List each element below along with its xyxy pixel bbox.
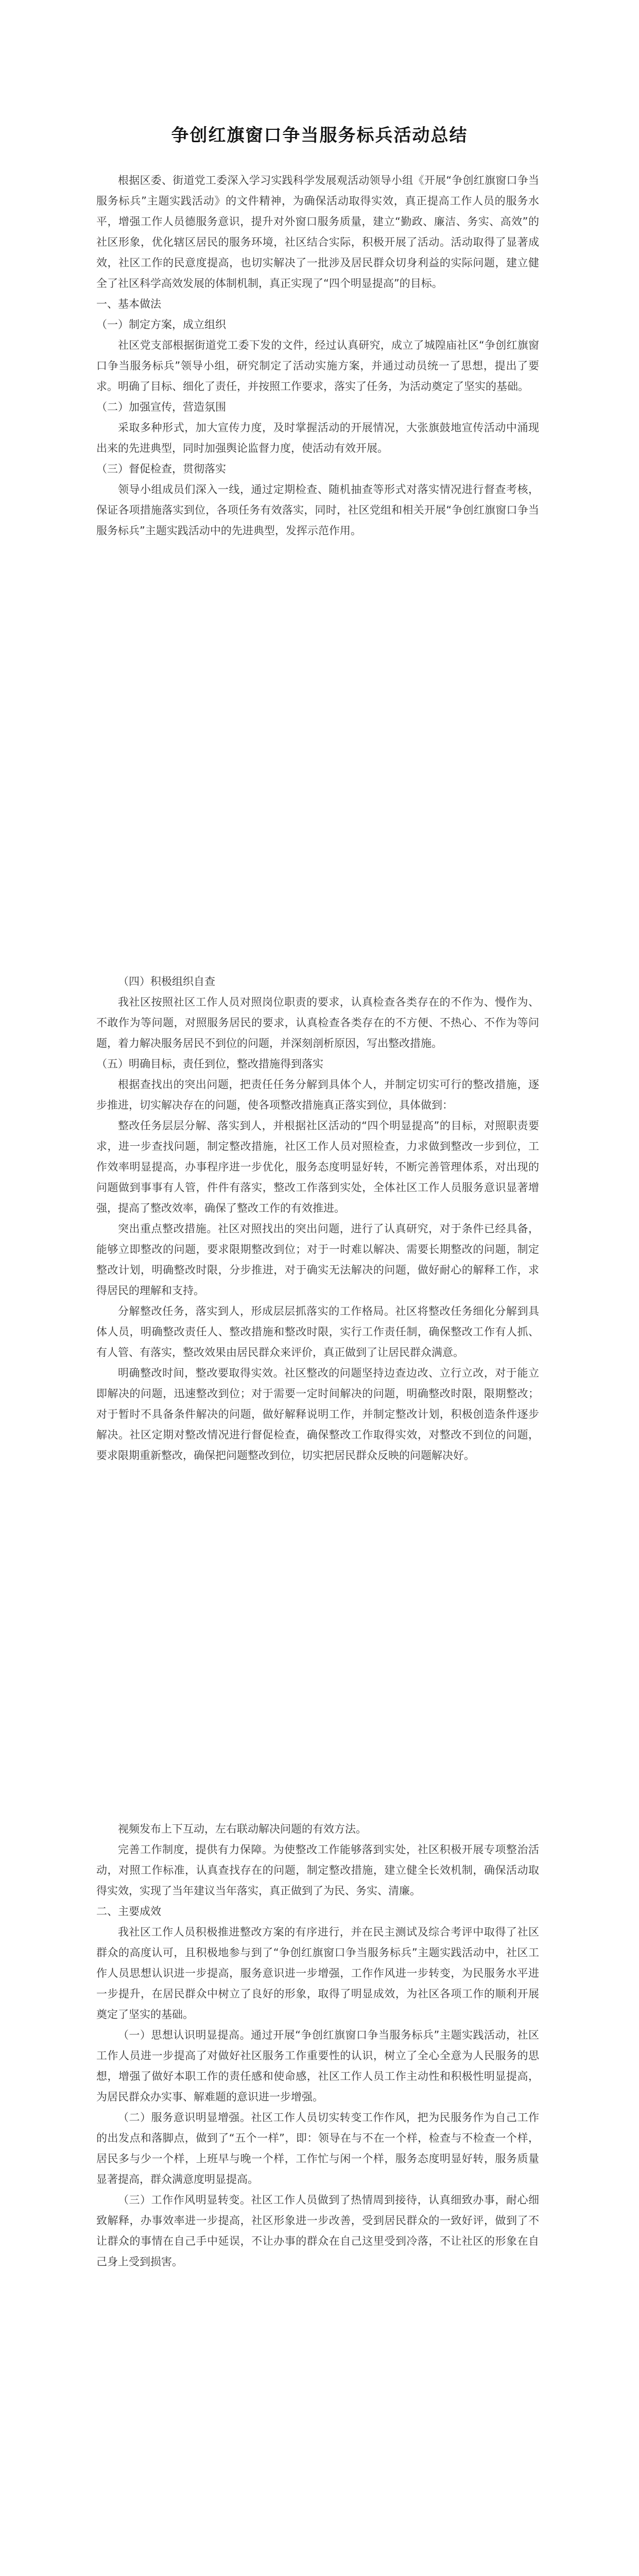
paragraph: 突出重点整改措施。社区对照找出的突出问题，进行了认真研究，对于条件已经具备，能够立即整改的问题，要求限期整改到位；对于一时难以解决、需要长期整改的问题，制定整改计划，明确整改时限，分步推进，对于确实无法解决的问题，做好耐心的解释工作，求得居民的理解和支持。 <box>96 1223 539 1297</box>
paragraph: 根据查找出的突出问题，把责任任务分解到具体个人，并制定切实可行的整改措施，逐步推进，切实解决存在的问题，使各项整改措施真正落实到位，具体做到： <box>96 1078 539 1111</box>
paragraph: 我社区工作人员积极推进整改方案的有序进行，并在民主测试及综合考评中取得了社区群众的高度认可，且积极地参与到了“争创红旗窗口争当服务标兵”主题实践活动中，社区工作人员思想认识进一步提高，服务意识进一步增强，工作作风进一步转变，为民服务水平进一步提升，在居民群众中树立了良好的形象，取得了明显成效，为社区各项工作的顺利开展奠定了坚实的基础。 <box>96 1926 539 2021</box>
paragraph: 采取多种形式，加大宣传力度，及时掌握活动的开展情况，大张旗鼓地宣传活动中涌现出来的先进典型，同时加强舆论监督力度，使活动有效开展。 <box>96 421 539 454</box>
section-part2 <box>96 971 539 1466</box>
paragraph: （三）工作作风明显转变。社区工作人员做到了热情周到接待，认真细致办事，耐心细致解释，办事效率进一步提高，社区形象进一步改善，受到居民群众的一致好评，做到了不让群众的事情在自己手中延误，不让办事的群众在自己这里受到冷落，不让社区的形象在自己身上受到损害。 <box>96 2194 539 2268</box>
section-heading: （二）加强宣传，营造氛围 <box>96 401 226 413</box>
paragraph: （四）积极组织自查 <box>118 975 215 988</box>
paragraph: 视频发布上下互动，左右联动解决问题的有效方法。 <box>118 1823 367 1835</box>
paragraph: 领导小组成员们深入一线，通过定期检查、随机抽查等形式对落实情况进行督查考核，保证各项措施落实到位，各项任务有效落实，同时，社区党组和相关开展“争创红旗窗口争当服务标兵”主题实践活动中的先进典型，发挥示范作用。 <box>96 483 539 537</box>
paragraph: （一）思想认识明显提高。通过开展“争创红旗窗口争当服务标兵”主题实践活动，社区工作人员进一步提高了对做好社区服务工作重要性的认识，树立了全心全意为人民服务的思想，增强了做好本职工作的责任感和使命感，社区工作人员工作主动性和积极性明显提高，为居民群众办实事、解难题的意识进一步增强。 <box>96 2029 539 2103</box>
section-part1 <box>96 170 539 541</box>
section-heading: 二、主要成效 <box>96 1905 161 1918</box>
paragraph: 社区党支部根据街道党工委下发的文件，经过认真研究，成立了城隍庙社区“争创红旗窗口争当服务标兵”领导小组，研究制定了活动实施方案，并通过动员统一了思想，提出了要求。明确了目标、细化了责任，并按照工作要求，落实了任务，为活动奠定了坚实的基础。 <box>96 339 539 393</box>
paragraph: 分解整改任务，落实到人，形成层层抓落实的工作格局。社区将整改任务细化分解到具体人员，明确整改责任人、整改措施和整改时限，实行工作责任制，确保整改工作有人抓、有人管、有落实，整改效果由居民群众来评价，真正做到了让居民群众满意。 <box>96 1305 539 1359</box>
section-heading: （三）督促检查，贯彻落实 <box>96 463 226 475</box>
paragraph: 完善工作制度，提供有力保障。为使整改工作能够落到实处，社区积极开展专项整治活动，对照工作标准，认真查找存在的问题，制定整改措施，建立健全长效机制，确保活动取得实效，实现了当年建议当年落实，真正做到了为民、务实、清廉。 <box>96 1843 539 1897</box>
section-part3 <box>96 1819 539 2272</box>
paragraph: 整改任务层层分解、落实到人，并根据社区活动的“四个明显提高”的目标，对照职责要求，进一步查找问题，制定整改措施，社区工作人员对照检查，力求做到整改一步到位，工作效率明显提高，办事程序进一步优化，服务态度明显好转，不断完善管理体系，对出现的问题做到事事有人管，件件有落实，整改工作落到实处，全体社区工作人员服务意识显著增强，提高了整改效率，确保了整改工作的有效推进。 <box>96 1120 539 1214</box>
paragraph: 根据区委、街道党工委深入学习实践科学发展观活动领导小组《开展“争创红旗窗口争当服务标兵”主题实践活动》的文件精神，为确保活动取得实效，真正提高工作人员的服务水平，增强工作人员德服务意识，提升对外窗口服务质量，建立“勤政、廉洁、务实、高效”的社区形象，优化辖区居民的服务环境，社区结合实际，积极开展了活动。活动取得了显著成效，社区工作的民意度提高，也切实解决了一批涉及居民群众切身利益的实际问题，建立健全了社区科学高效发展的体制机制，真正实现了“四个明显提高”的目标。 <box>96 174 539 290</box>
section-heading: （一）制定方案，成立组织 <box>96 318 226 331</box>
section-heading: 一、基本做法 <box>96 298 161 310</box>
document-title: 争创红旗窗口争当服务标兵活动总结 <box>171 125 468 146</box>
paragraph: 明确整改时间，整改要取得实效。社区整改的问题坚持边查边改、立行立改，对于能立即解决的问题，迅速整改到位；对于需要一定时间解决的问题，明确整改时限，限期整改；对于暂时不具备条件解决的问题，做好解释说明工作，并制定整改计划，积极创造条件逐步解决。社区定期对整改情况进行督促检查，确保整改工作取得实效，对整改不到位的问题，要求限期重新整改，确保把问题整改到位，切实把居民群众反映的问题解决好。 <box>96 1367 539 1462</box>
section-heading: （五）明确目标，责任到位，整改措施得到落实 <box>96 1058 323 1070</box>
paragraph: 我社区按照社区工作人员对照岗位职责的要求，认真检查各类存在的不作为、慢作为、不敢作为等问题，对照服务居民的要求，认真检查各类存在的不方便、不热心、不作为等问题，着力解决服务居民不到位的问题，并深刻剖析原因，写出整改措施。 <box>96 996 539 1049</box>
paragraph: （二）服务意识明显增强。社区工作人员切实转变工作作风，把为民服务作为自己工作的出发点和落脚点，做到了“五个一样”，即：领导在与不在一个样，检查与不检查一个样，居民多与少一个样，上班早与晚一个样，工作忙与闲一个样，服务态度明显好转，服务质量显著提高，群众满意度明显提高。 <box>96 2111 539 2185</box>
